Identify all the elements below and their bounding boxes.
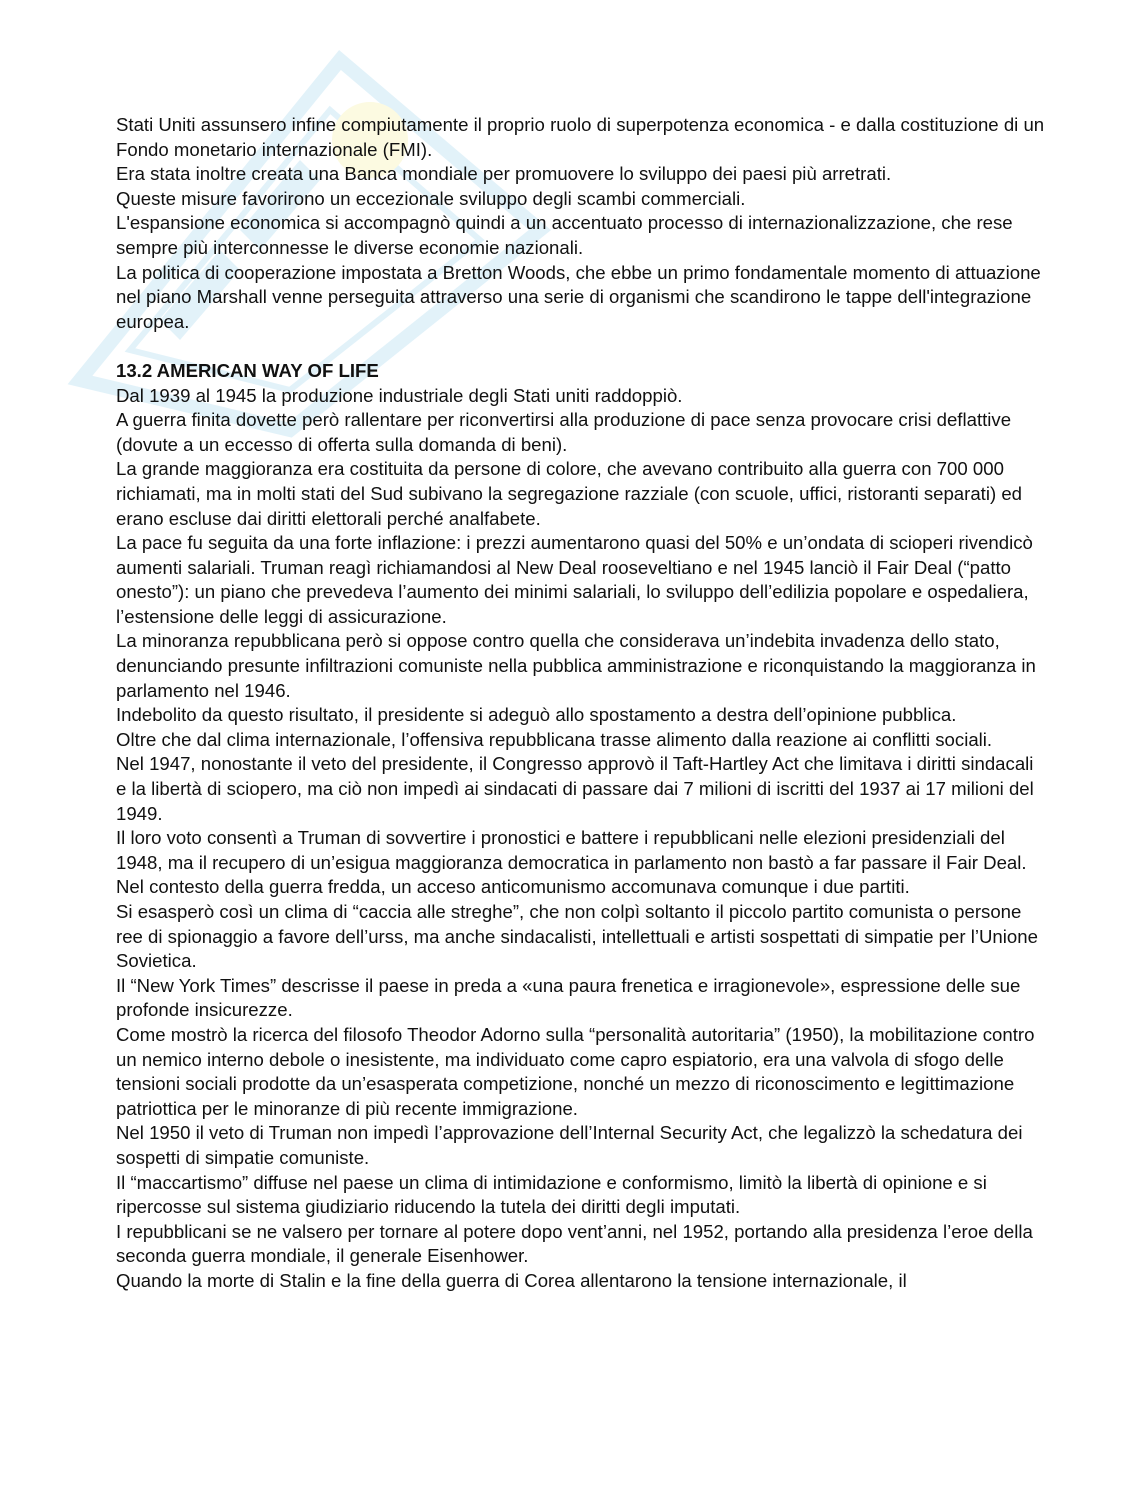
- section-spacer: [116, 334, 1046, 359]
- section-heading: 13.2 AMERICAN WAY OF LIFE: [116, 359, 379, 381]
- paragraph: La pace fu seguita da una forte inflazione: i prezzi aumentarono quasi del 50% e un’ondata di scioperi rivendicò aumenti salariali. Truman reagì richiamandosi al New Deal rooseveltiano e nel 1945 lanciò il Fair Deal (“patto onesto”): un piano che prevedeva l’aumento dei minimi salariali, lo sviluppo dell’edilizia popolare e ospedaliera, l’estensione delle leggi di assicurazione.: [116, 532, 1033, 627]
- paragraph: I repubblicani se ne valsero per tornare al potere dopo vent’anni, nel 1952, portando alla presidenza l’eroe della seconda guerra mondiale, il generale Eisenhower.: [116, 1220, 1033, 1267]
- paragraph: La minoranza repubblicana però si oppose contro quella che considerava un’indebita invadenza dello stato, denunciando presunte infiltrazioni comuniste nella pubblica amministrazione e riconquistando la maggioranza in parlamento nel 1946.: [116, 630, 1036, 701]
- paragraph: Il “New York Times” descrisse il paese in preda a «una paura frenetica e irragionevole», espressione delle sue profonde insicurezze.: [116, 974, 1021, 1021]
- paragraph: A guerra finita dovette però rallentare per riconvertirsi alla produzione di pace senza provocare crisi deflattive (dovute a un eccesso di offerta sulla domanda di beni).: [116, 409, 1012, 455]
- paragraph: Stati Uniti assunsero infine compiutamente il proprio ruolo di superpotenza economica - e dalla costituzione di un Fondo monetario internazionale (FMI).: [116, 114, 1045, 160]
- paragraph: Era stata inoltre creata una Banca mondiale per promuovere lo sviluppo dei paesi più arretrati.: [116, 163, 892, 185]
- paragraph: Quando la morte di Stalin e la fine della guerra di Corea allentarono la tensione internazionale, il: [116, 1269, 907, 1291]
- paragraph: Come mostrò la ricerca del filosofo Theodor Adorno sulla “personalità autoritaria” (1950), la mobilitazione contro un nemico interno debole o inesistente, ma individuato come capro espiatorio, era una valvola di sfogo delle tensioni sociali prodotte da un’esasperata competizione, nonché un mezzo di riconoscimento e legittimazione patriottica per le minoranze di più recente immigrazione.: [116, 1023, 1035, 1119]
- section-body: [116, 384, 1046, 1294]
- paragraph: Oltre che dal clima internazionale, l’offensiva repubblicana trasse alimento dalla reazione ai conflitti sociali.: [116, 728, 993, 750]
- document-body: [116, 113, 1046, 1294]
- paragraph: Dal 1939 al 1945 la produzione industriale degli Stati uniti raddoppiò.: [116, 384, 683, 406]
- paragraph: Queste misure favorirono un eccezionale sviluppo degli scambi commerciali.: [116, 187, 746, 209]
- paragraph: Nel 1950 il veto di Truman non impedì l’approvazione dell’Internal Security Act, che legalizzò la schedatura dei sospetti di simpatie comuniste.: [116, 1122, 1023, 1168]
- paragraph: La grande maggioranza era costituita da persone di colore, che avevano contribuito alla guerra con 700 000 richiamati, ma in molti stati del Sud subivano la segregazione razziale (con scuole, uffici, ristoranti separati) ed erano escluse dai diritti elettorali perché analfabete.: [116, 458, 1023, 529]
- paragraph: Il “maccartismo” diffuse nel paese un clima di intimidazione e conformismo, limitò la libertà di opinione e si ripercosse sul sistema giudiziario riducendo la tutela dei diritti degli imputati.: [116, 1171, 987, 1218]
- paragraph: Nel 1947, nonostante il veto del presidente, il Congresso approvò il Taft-Hartley Act che limitava i diritti sindacali e la libertà di sciopero, ma ciò non impedì ai sindacati di passare dai 7 milioni di iscritti del 1937 ai 17 milioni del 1949.: [116, 753, 1034, 824]
- intro-section: [116, 113, 1046, 334]
- paragraph: Indebolito da questo risultato, il presidente si adeguò allo spostamento a destra dell’opinione pubblica.: [116, 704, 957, 726]
- paragraph: Nel contesto della guerra fredda, un acceso anticomunismo accomunava comunque i due partiti.: [116, 876, 910, 898]
- paragraph: L'espansione economica si accompagnò quindi a un accentuato processo di internazionalizzazione, che rese sempre più interconnesse le diverse economie nazionali.: [116, 212, 1013, 258]
- paragraph: Il loro voto consentì a Truman di sovvertire i pronostici e battere i repubblicani nelle elezioni presidenziali del 1948, ma il recupero di un’esigua maggioranza democratica in parlamento non bastò a far passare il Fair Deal.: [116, 827, 1027, 873]
- paragraph: Si esasperò così un clima di “caccia alle streghe”, che non colpì soltanto il piccolo partito comunista o persone ree di spionaggio a favore dell’urss, ma anche sindacalisti, intellettuali e artisti sospettati di simpatie per l’Unione Sovietica.: [116, 901, 1038, 972]
- paragraph: La politica di cooperazione impostata a Bretton Woods, che ebbe un primo fondamentale momento di attuazione nel piano Marshall venne perseguita attraverso una serie di organismi che scandirono le tappe dell'integrazione europea.: [116, 261, 1041, 332]
